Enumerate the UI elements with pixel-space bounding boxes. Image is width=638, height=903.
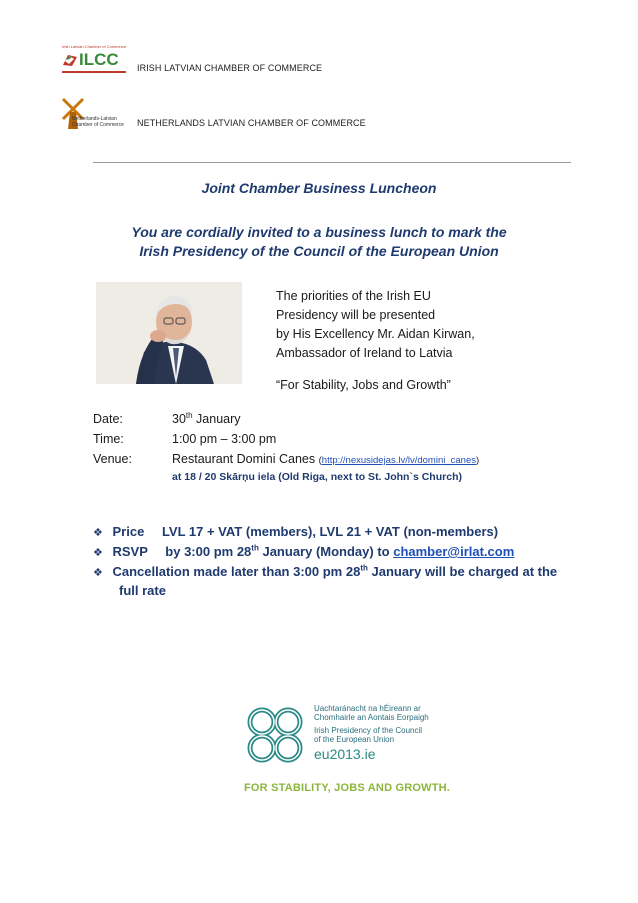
celtic-knot-icon xyxy=(244,704,306,766)
ilcc-logo-small-text: Irish Latvian Chamber of Commerce xyxy=(62,44,127,49)
rsvp-post: January (Monday) to xyxy=(258,544,394,559)
venue-label: Venue: xyxy=(93,452,132,466)
venue-link[interactable]: http://nexusidejas.lv/lv/domini_canes xyxy=(321,455,476,466)
nlcc-name: NETHERLANDS LATVIAN CHAMBER OF COMMERCE xyxy=(137,118,366,128)
cancel-pre: Cancellation made later than 3:00 pm 28 xyxy=(112,564,361,579)
description-line: Ambassador of Ireland to Latvia xyxy=(276,346,453,360)
date-day: 30 xyxy=(172,412,186,426)
header-divider xyxy=(93,162,571,163)
diamond-bullet-icon: ❖ xyxy=(93,547,103,559)
venue-paren-open: ( xyxy=(318,455,322,466)
price-bullet xyxy=(93,522,498,543)
cancellation-bullet xyxy=(93,562,557,583)
logo-tagline: FOR STABILITY, JOBS AND GROWTH. xyxy=(244,782,451,794)
date-rest: January xyxy=(192,412,241,426)
time-label: Time: xyxy=(93,432,124,446)
eu2013-logo xyxy=(244,700,464,800)
english-line-1: Irish Presidency of the Council xyxy=(314,726,423,735)
price-value: LVL 17 + VAT (members), LVL 21 + VAT (non-members) xyxy=(161,524,499,539)
venue-paren-close: ) xyxy=(475,455,480,466)
cancel-post: January will be charged at the xyxy=(367,564,558,579)
logo-irish-text xyxy=(314,704,429,722)
date-sup: th xyxy=(185,410,193,420)
venue-address: at 18 / 20 Skārņu iela (Old Riga, next to St. John`s Church) xyxy=(172,471,462,483)
english-line-2: of the European Union xyxy=(314,735,395,744)
logo-english-text xyxy=(314,726,422,744)
irish-line-1: Uachtaránacht na hÉireann ar xyxy=(314,704,421,713)
diamond-bullet-icon: ❖ xyxy=(93,527,103,539)
event-slogan: “For Stability, Jobs and Growth” xyxy=(276,378,451,392)
rsvp-email-link[interactable]: chamber@irlat.com xyxy=(393,544,515,559)
venue-value xyxy=(172,452,479,466)
invite-line-2: Irish Presidency of the Council of the European Union xyxy=(139,243,499,259)
description-line: by His Excellency Mr. Aidan Kirwan, xyxy=(276,327,475,341)
ilcc-name: IRISH LATVIAN CHAMBER OF COMMERCE xyxy=(137,63,323,73)
cancel-sup: th xyxy=(360,563,368,573)
ambassador-portrait-icon xyxy=(96,282,242,384)
nlcc-logo-text: Netherlands-Latvian Chamber of Commerce xyxy=(72,116,124,128)
description-line: Presidency will be presented xyxy=(276,308,436,322)
invite-line-1: You are cordially invited to a business lunch to mark the xyxy=(131,224,507,240)
rsvp-bullet xyxy=(93,542,514,563)
ilcc-logo-bottom-line xyxy=(62,71,126,73)
ambassador-photo xyxy=(96,282,242,384)
date-value xyxy=(172,412,241,426)
cancellation-line-2: full rate xyxy=(119,583,166,598)
logo-site: eu2013.ie xyxy=(314,746,376,762)
time-value: 1:00 pm – 3:00 pm xyxy=(172,432,277,446)
rsvp-sup: th xyxy=(251,543,259,553)
venue-name: Restaurant Domini Canes xyxy=(172,452,319,466)
rsvp-label: RSVP xyxy=(112,544,148,559)
date-label: Date: xyxy=(93,412,123,426)
nlcc-logo xyxy=(60,96,130,138)
description-line: The priorities of the Irish EU xyxy=(276,289,431,303)
irish-line-2: Chomhairle an Aontais Eorpaigh xyxy=(314,713,429,722)
ilcc-logo-text: ILCC xyxy=(79,50,119,69)
event-description xyxy=(276,287,576,363)
diamond-bullet-icon: ❖ xyxy=(93,567,103,579)
event-title: Joint Chamber Business Luncheon xyxy=(201,180,437,196)
ilcc-logo xyxy=(62,44,132,76)
rsvp-pre: by 3:00 pm 28 xyxy=(165,544,252,559)
price-label: Price xyxy=(112,524,145,539)
ilcc-flag-icon xyxy=(62,53,78,67)
